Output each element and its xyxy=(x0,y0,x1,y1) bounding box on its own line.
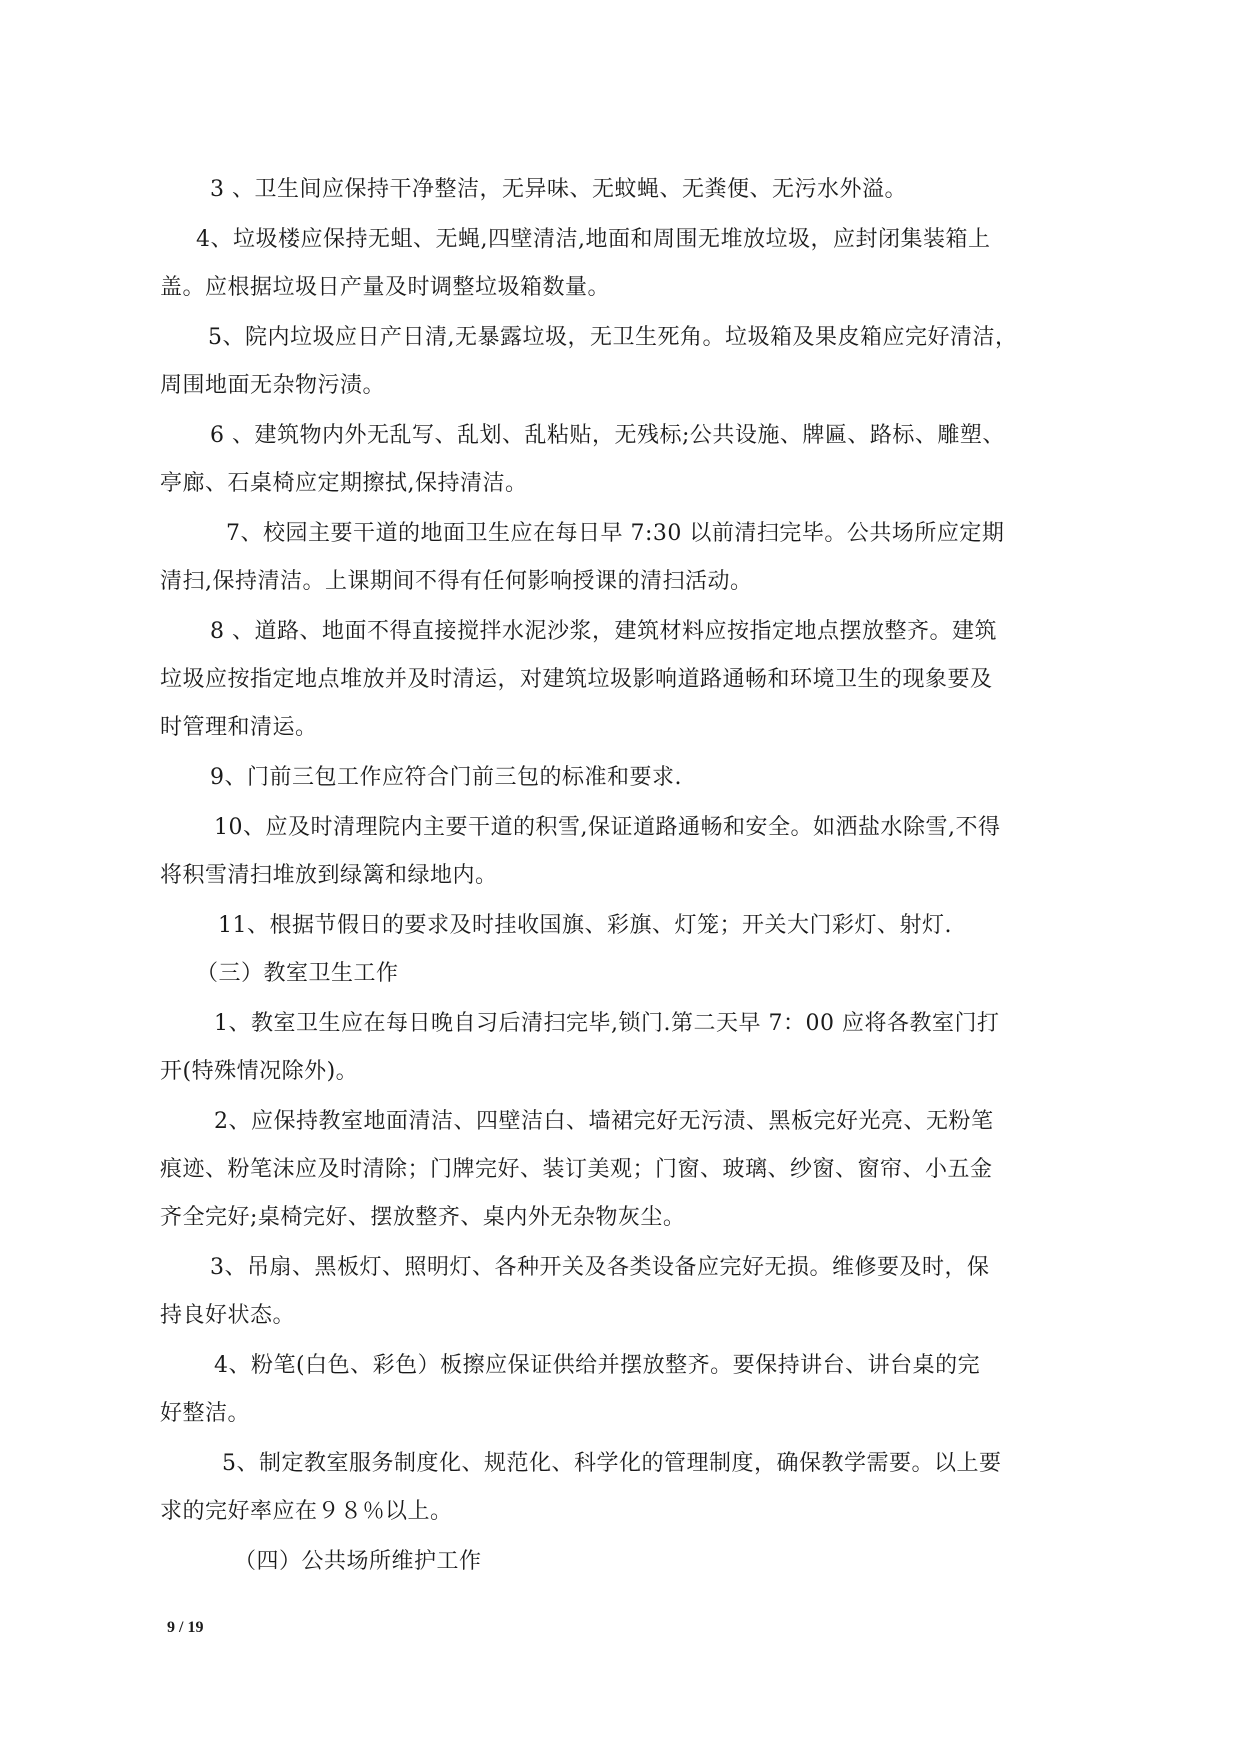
paragraph-line: 4、垃圾楼应保持无蛆、无蝇,四壁清洁,地面和周围无堆放垃圾，应封闭集装箱上 xyxy=(196,227,991,252)
section-heading: （四）公共场所维护工作 xyxy=(234,1549,482,1574)
paragraph-line: 9、门前三包工作应符合门前三包的标准和要求. xyxy=(210,765,682,790)
paragraph-line: 清扫,保持清洁。上课期间不得有任何影响授课的清扫活动。 xyxy=(160,569,753,594)
paragraph-line: 齐全完好;桌椅完好、摆放整齐、桌内外无杂物灰尘。 xyxy=(160,1205,686,1230)
paragraph-line: 11、根据节假日的要求及时挂收国旗、彩旗、灯笼；开关大门彩灯、射灯. xyxy=(218,913,952,938)
paragraph-line: 时管理和清运。 xyxy=(160,715,318,740)
paragraph-line: 好整洁。 xyxy=(160,1401,251,1426)
paragraph-line: 2、应保持教室地面清洁、四壁洁白、墙裙完好无污渍、黑板完好光亮、无粉笔 xyxy=(214,1109,994,1134)
paragraph-line: 盖。应根据垃圾日产量及时调整垃圾箱数量。 xyxy=(160,275,611,300)
paragraph-line: 求的完好率应在９８％以上。 xyxy=(160,1499,453,1524)
paragraph-line: 垃圾应按指定地点堆放并及时清运，对建筑垃圾影响道路通畅和环境卫生的现象要及 xyxy=(160,667,993,692)
page-number: 9 / 19 xyxy=(167,1619,204,1636)
paragraph-line: 痕迹、粉笔沫应及时清除；门牌完好、装订美观；门窗、玻璃、纱窗、窗帘、小五金 xyxy=(160,1157,993,1182)
paragraph-line: 7、校园主要干道的地面卫生应在每日早 7:30 以前清扫完毕。公共场所应定期 xyxy=(226,521,1005,546)
paragraph-line: 8 、道路、地面不得直接搅拌水泥沙浆，建筑材料应按指定地点摆放整齐。建筑 xyxy=(210,619,997,644)
paragraph-line: 亭廊、石桌椅应定期擦拭,保持清洁。 xyxy=(160,471,528,496)
paragraph-line: 持良好状态。 xyxy=(160,1303,296,1328)
paragraph-line: 6 、建筑物内外无乱写、乱划、乱粘贴，无残标;公共设施、牌匾、路标、雕塑、 xyxy=(210,423,1005,448)
paragraph-line: 1、教室卫生应在每日晚自习后清扫完毕,锁门.第二天早 7：00 应将各教室门打 xyxy=(214,1011,1000,1036)
paragraph-line: 周围地面无杂物污渍。 xyxy=(160,373,386,398)
section-heading: （三）教室卫生工作 xyxy=(196,961,399,986)
paragraph-line: 开(特殊情况除外)。 xyxy=(160,1059,359,1084)
paragraph-line: 5、院内垃圾应日产日清,无暴露垃圾，无卫生死角。垃圾箱及果皮箱应完好清洁， xyxy=(208,325,1018,350)
paragraph-line: 3、吊扇、黑板灯、照明灯、各种开关及各类设备应完好无损。维修要及时，保 xyxy=(210,1255,990,1280)
paragraph-line: 3 、卫生间应保持干净整洁，无异味、无蚊蝇、无粪便、无污水外溢。 xyxy=(210,177,907,202)
paragraph-line: 10、应及时清理院内主要干道的积雪,保证道路通畅和安全。如洒盐水除雪,不得 xyxy=(214,815,1001,840)
paragraph-line: 将积雪清扫堆放到绿篱和绿地内。 xyxy=(160,863,498,888)
paragraph-line: 5、制定教室服务制度化、规范化、科学化的管理制度，确保教学需要。以上要 xyxy=(222,1451,1002,1476)
paragraph-line: 4、粉笔(白色、彩色）板擦应保证供给并摆放整齐。要保持讲台、讲台桌的完 xyxy=(214,1353,981,1378)
